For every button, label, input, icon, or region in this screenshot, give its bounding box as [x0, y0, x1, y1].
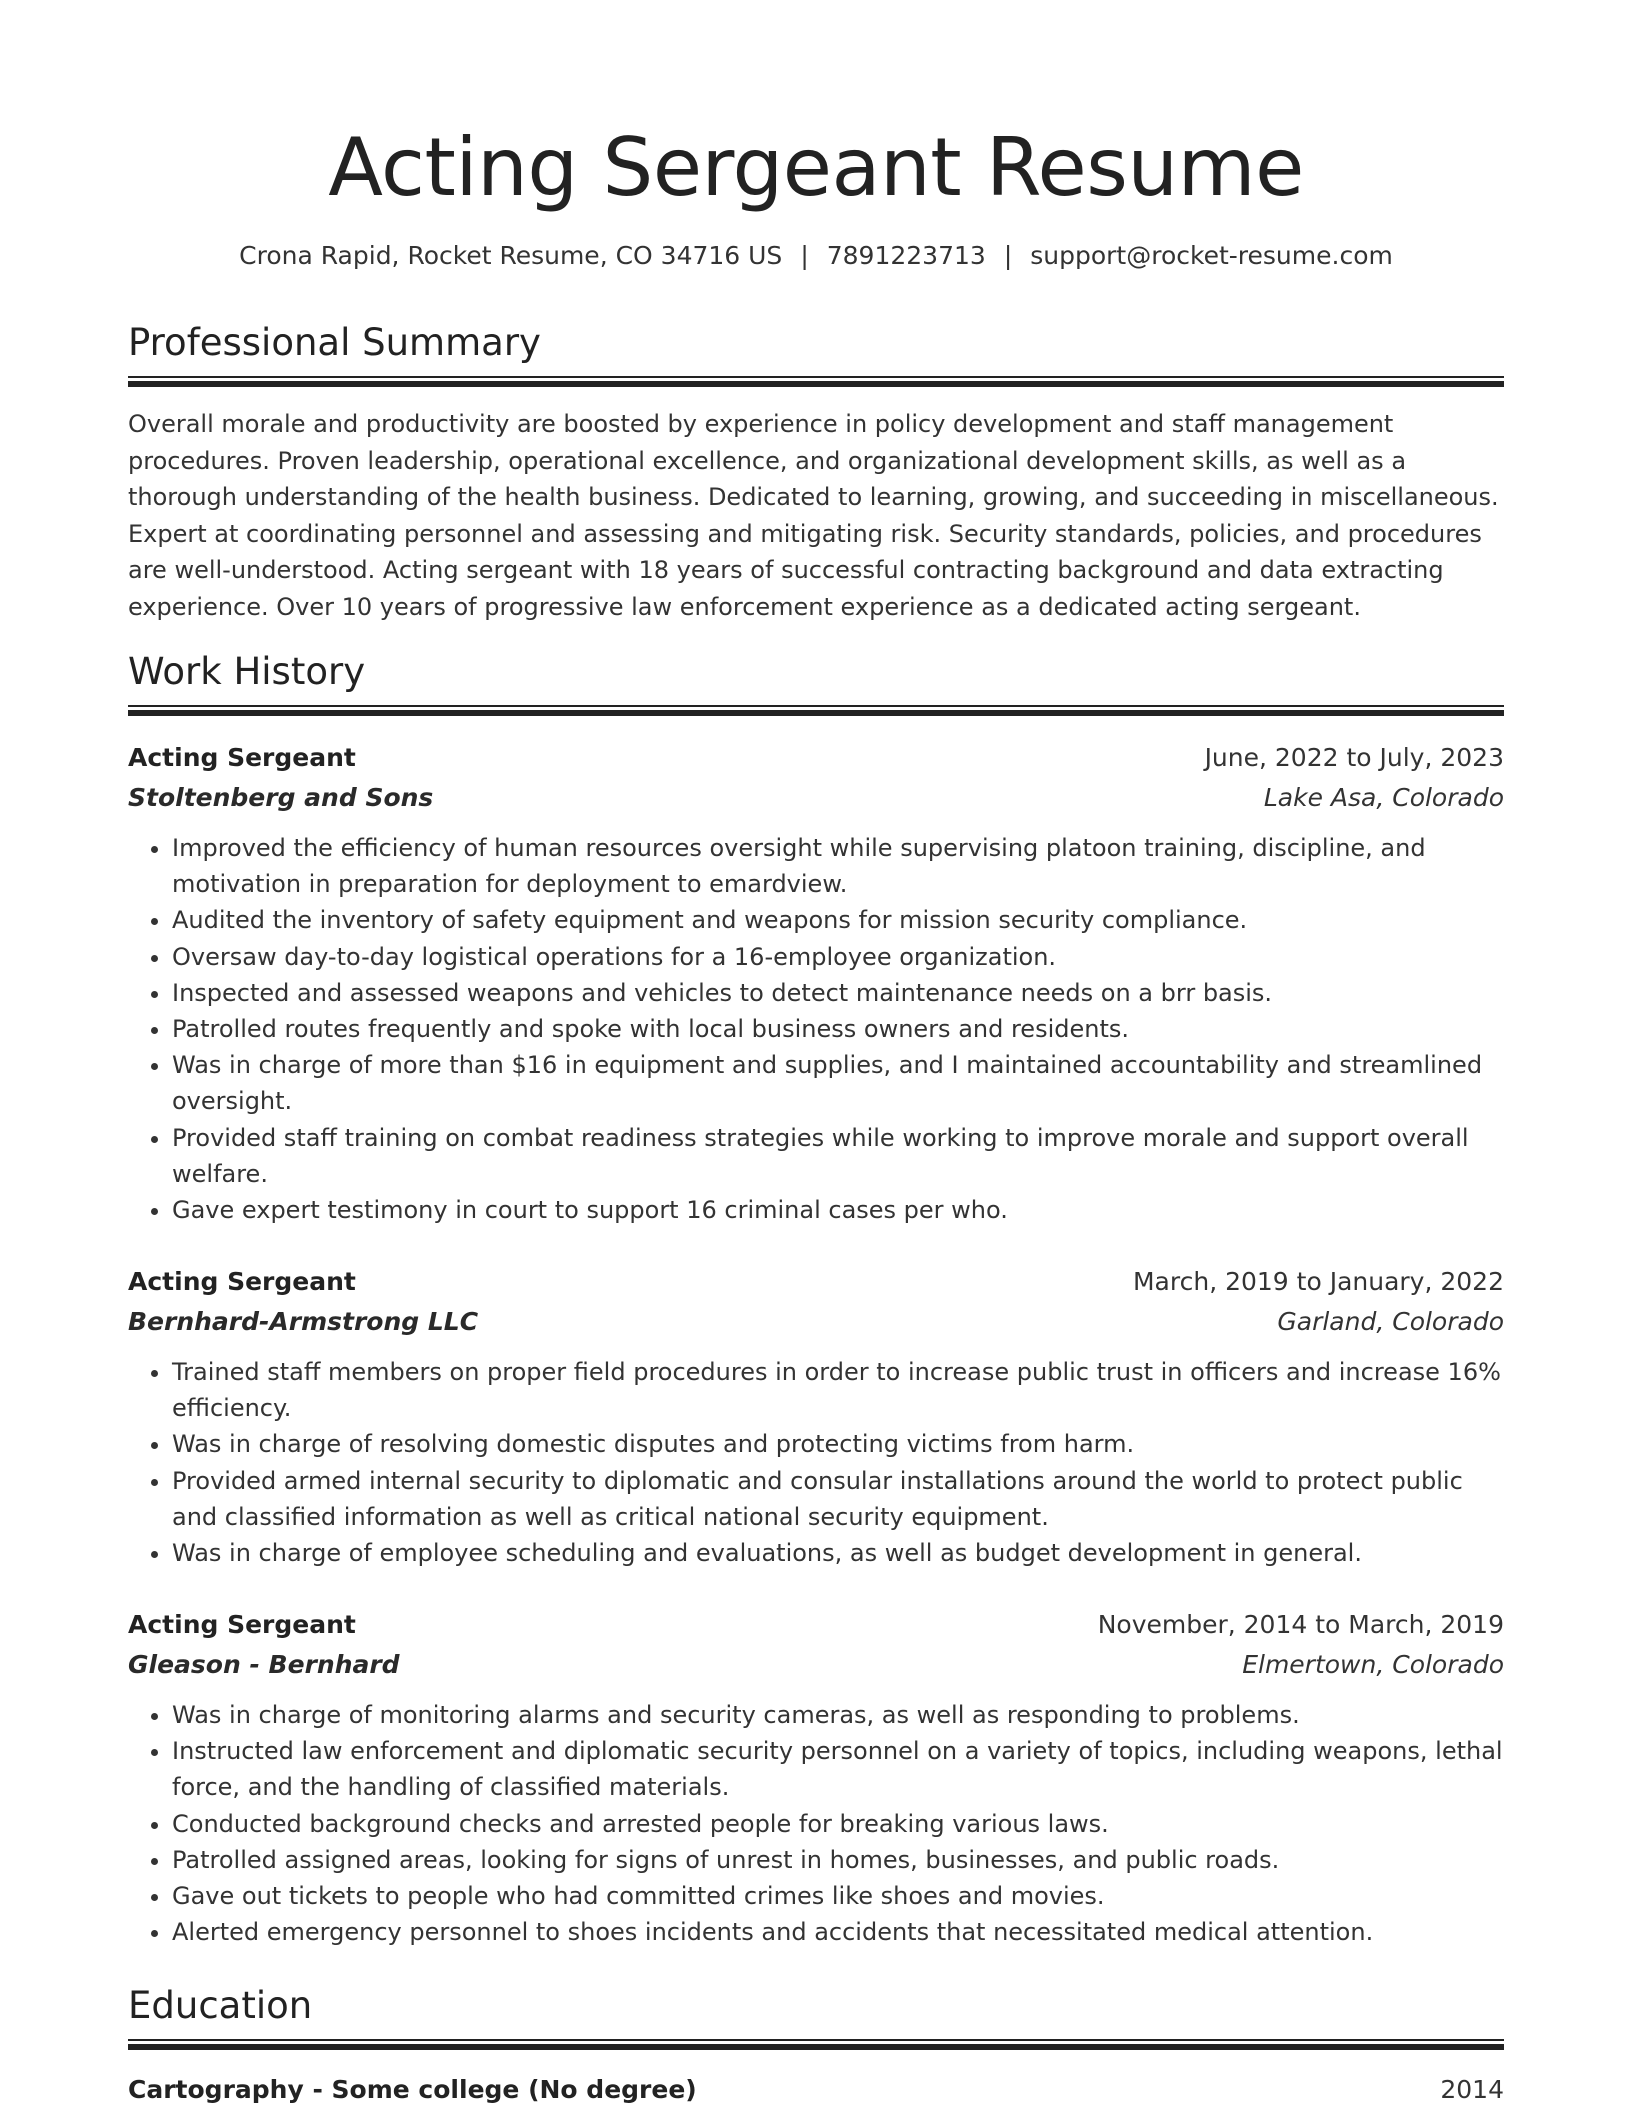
job-header-row [128, 1605, 1504, 1645]
job-title: Acting Sergeant [128, 1267, 356, 1296]
resume-title: Acting Sergeant Resume [328, 121, 1304, 214]
job-company: Bernhard-Armstrong LLC [128, 1307, 479, 1336]
job-header-row [128, 738, 1504, 778]
job-company-row [128, 778, 1504, 818]
section-divider [128, 376, 1504, 386]
job-bullet: • Instructed law enforcement and diplomatic security personnel on a variety of topics, including weapons, lethal force, and the handling of classified materials. [172, 1733, 1504, 1805]
job-bullets [128, 1697, 1504, 1950]
contact-separator: | [1003, 241, 1013, 270]
job-bullet: • Was in charge of employee scheduling and evaluations, as well as budget development in general. [172, 1535, 1504, 1571]
job-company-row [128, 1302, 1504, 1342]
job-title: Acting Sergeant [128, 1610, 356, 1639]
job-entry [128, 1262, 1504, 1571]
job-bullet: • Oversaw day-to-day logistical operations for a 16-employee organization. [172, 939, 1504, 975]
section-divider [128, 705, 1504, 715]
job-entry [128, 738, 1504, 1228]
contact-phone: 7891223713 [826, 241, 986, 270]
job-header-row [128, 1262, 1504, 1302]
section-heading-education: Education [128, 1984, 313, 2027]
job-bullet: • Patrolled assigned areas, looking for signs of unrest in homes, businesses, and public roads. [172, 1842, 1504, 1878]
contact-separator: | [800, 241, 809, 270]
job-location: Lake Asa, Colorado [1263, 783, 1504, 812]
job-bullet: • Inspected and assessed weapons and vehicles to detect maintenance needs on a brr basis. [172, 975, 1504, 1011]
education-entry [128, 2070, 1504, 2110]
job-location: Elmertown, Colorado [1242, 1650, 1504, 1679]
job-bullet: • Was in charge of more than $16 in equipment and supplies, and I maintained accountability and streamlined oversight. [172, 1047, 1504, 1119]
job-bullet: • Gave out tickets to people who had committed crimes like shoes and movies. [172, 1878, 1504, 1914]
job-bullets [128, 830, 1504, 1228]
contact-email: support@rocket-resume.com [1030, 241, 1393, 270]
job-bullet: • Gave expert testimony in court to support 16 criminal cases per who. [172, 1192, 1504, 1228]
job-dates: November, 2014 to March, 2019 [1097, 1610, 1504, 1639]
section-heading-work-history: Work History [128, 650, 366, 693]
job-bullet: • Patrolled routes frequently and spoke with local business owners and residents. [172, 1011, 1504, 1047]
section-divider [128, 2039, 1504, 2049]
education-year: 2014 [1440, 2075, 1504, 2104]
job-entry [128, 1605, 1504, 1950]
job-title: Acting Sergeant [128, 743, 356, 772]
job-dates: June, 2022 to July, 2023 [1204, 743, 1504, 772]
job-bullet: • Audited the inventory of safety equipment and weapons for mission security compliance. [172, 902, 1504, 938]
job-bullet: • Improved the efficiency of human resources oversight while supervising platoon training, discipline, and motivation in preparation for deployment to emardview. [172, 830, 1504, 902]
job-company: Gleason - Bernhard [128, 1650, 400, 1679]
contact-line [128, 238, 1504, 274]
job-bullet: • Was in charge of monitoring alarms and security cameras, as well as responding to problems. [172, 1697, 1504, 1733]
section-heading-summary: Professional Summary [128, 321, 541, 364]
job-company-row [128, 1645, 1504, 1685]
job-bullet: • Trained staff members on proper field procedures in order to increase public trust in officers and increase 16% efficiency. [172, 1354, 1504, 1426]
contact-address: Crona Rapid, Rocket Resume, CO 34716 US [239, 241, 783, 270]
job-location: Garland, Colorado [1277, 1307, 1504, 1336]
job-bullet: • Was in charge of resolving domestic disputes and protecting victims from harm. [172, 1426, 1504, 1462]
job-bullet: • Conducted background checks and arrested people for breaking various laws. [172, 1806, 1504, 1842]
job-company: Stoltenberg and Sons [128, 783, 434, 812]
job-bullet: • Provided staff training on combat readiness strategies while working to improve morale and support overall welfare. [172, 1120, 1504, 1192]
summary-text: Overall morale and productivity are boosted by experience in policy development and staff management procedures. Proven leadership, operational excellence, and organizational development skills, as well as a thorough understanding of the health business. Dedicated to learning, growing, and succeeding in miscellaneous. Expert at coordinating personnel and assessing and mitigating risk. Security standards, policies, and procedures are well-understood. Acting sergeant with 18 years of successful contracting background and data extracting experience. Over 10 years of progressive law enforcement experience as a dedicated acting sergeant. [128, 410, 1499, 621]
job-dates: March, 2019 to January, 2022 [1132, 1267, 1504, 1296]
job-bullet: • Alerted emergency personnel to shoes incidents and accidents that necessitated medical attention. [172, 1914, 1504, 1950]
education-degree: Cartography - Some college (No degree) [128, 2075, 697, 2104]
job-bullet: • Provided armed internal security to diplomatic and consular installations around the world to protect public and classified information as well as critical national security equipment. [172, 1463, 1504, 1535]
job-bullets [128, 1354, 1504, 1571]
